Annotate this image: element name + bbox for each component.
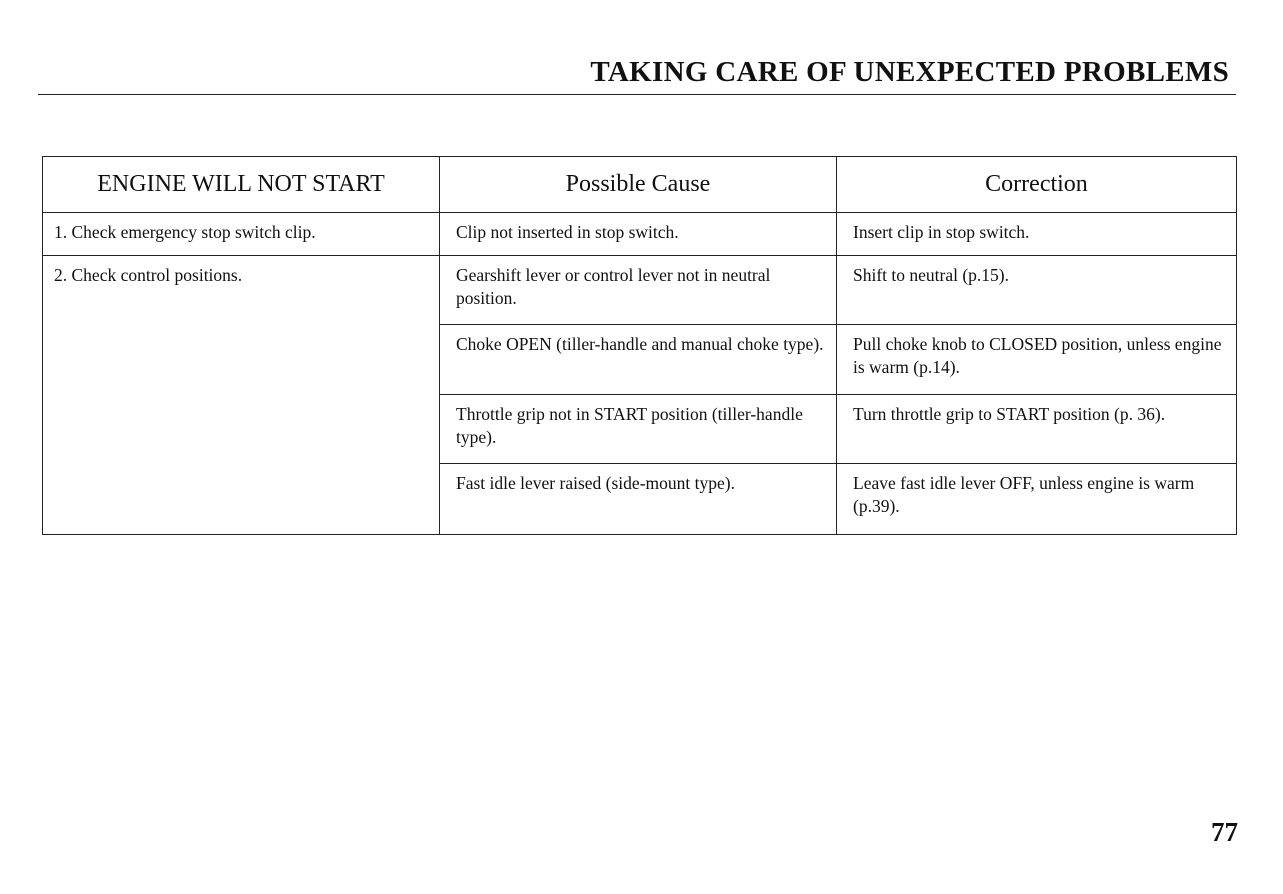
column-header-correction: Correction	[837, 157, 1237, 213]
check-step: 2. Check control positions.	[43, 256, 440, 535]
page-number: 77	[1211, 817, 1238, 847]
correction-cell: Shift to neutral (p.15).	[837, 256, 1237, 325]
column-header-possible-cause: Possible Cause	[440, 157, 837, 213]
possible-cause-cell: Fast idle lever raised (side-mount type).	[440, 464, 837, 535]
table-row	[43, 256, 1237, 325]
correction-cell: Turn throttle grip to START position (p. 36).	[837, 395, 1237, 464]
table-header-row	[43, 157, 1237, 213]
troubleshooting-table	[42, 156, 1237, 535]
correction-cell: Insert clip in stop switch.	[837, 213, 1237, 256]
check-step: 1. Check emergency stop switch clip.	[43, 213, 440, 256]
table-row	[43, 213, 1237, 256]
correction-cell: Pull choke knob to CLOSED position, unless engine is warm (p.14).	[837, 325, 1237, 395]
page-title: TAKING CARE OF UNEXPECTED PROBLEMS	[590, 56, 1229, 88]
possible-cause-cell: Throttle grip not in START position (tiller-handle type).	[440, 395, 837, 464]
correction-cell: Leave fast idle lever OFF, unless engine is warm (p.39).	[837, 464, 1237, 535]
possible-cause-cell: Clip not inserted in stop switch.	[440, 213, 837, 256]
possible-cause-cell: Choke OPEN (tiller-handle and manual choke type).	[440, 325, 837, 395]
column-header-symptom: ENGINE WILL NOT START	[43, 157, 440, 213]
possible-cause-cell: Gearshift lever or control lever not in neutral position.	[440, 256, 837, 325]
title-rule	[38, 94, 1236, 95]
